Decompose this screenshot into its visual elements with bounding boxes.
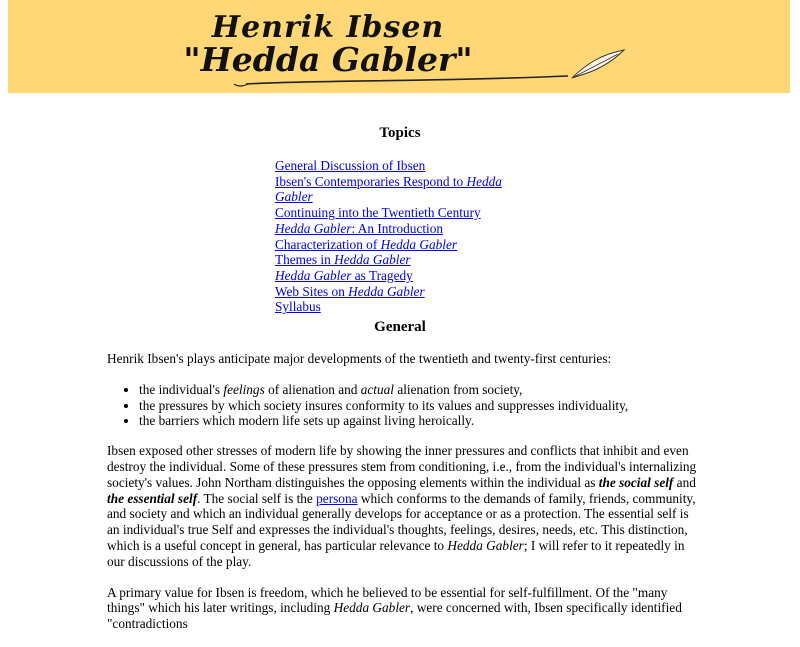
topic-link-twentieth-century[interactable]: Continuing into the Twentieth Century [275, 205, 481, 221]
intro-paragraph: Henrik Ibsen's plays anticipate major developments of the twentieth and twenty-first centuries: [107, 351, 612, 366]
topic-link-general-discussion[interactable]: General Discussion of Ibsen [275, 158, 426, 173]
general-content [107, 351, 697, 647]
banner-title: "Hedda Gabler" [183, 40, 473, 79]
topic-link-syllabus[interactable]: Syllabus [275, 299, 321, 315]
list-item: • the pressures by which society insures conformity to its values and suppresses individuality, [139, 398, 697, 414]
topic-link-contemporaries[interactable]: Ibsen's Contemporaries Respond to Hedda Gabler [275, 173, 502, 205]
topics-heading: Topics [379, 125, 421, 141]
persona-link[interactable]: persona [316, 490, 358, 506]
topic-link-themes[interactable]: Themes in Hedda Gabler [275, 252, 411, 268]
topic-link-introduction[interactable]: Hedda Gabler: An Introduction [275, 220, 444, 236]
social-self-paragraph: Ibsen exposed other stresses of modern life by showing the inner pressures and conflicts that inhibit and even destroy the individual. Some of these pressures stem from conditioning, i.e., from the individual's internalizing society's values. John Northam distinguishes the opposing elements within the individual as the social self and the essential self. The social self is the persona which conforms to the demands of family, friends, community, and society and which an individual generally develops for acceptance or as a protection. The essential self is an individual's true Self and expresses the individual's thoughts, feelings, desires, needs, etc. This distinction, which is a useful concept in general, has particular relevance to Hedda Gabler; I will refer to it repeatedly in our discussions of the play. [107, 443, 697, 569]
list-item: • the individual's feelings of alienation and actual alienation from society, [139, 382, 697, 398]
general-heading: General [374, 319, 426, 335]
banner-author: Henrik Ibsen [211, 10, 445, 45]
topic-link-tragedy[interactable]: Hedda Gabler as Tragedy [275, 267, 413, 283]
bullet-list [107, 382, 697, 429]
list-item: • the barriers which modern life sets up against living heroically. [139, 413, 697, 429]
topic-link-characterization[interactable]: Characterization of Hedda Gabler [275, 236, 458, 252]
topics-list [275, 158, 505, 315]
freedom-paragraph: A primary value for Ibsen is freedom, which he believed to be essential for self-fulfillment. Of the "many things" which his later writings, including Hedda Gabler, were concerned with, Ibsen specifically identified "contradictions [107, 584, 682, 632]
header-banner [8, 0, 790, 93]
topic-link-web-sites[interactable]: Web Sites on Hedda Gabler [275, 283, 425, 299]
